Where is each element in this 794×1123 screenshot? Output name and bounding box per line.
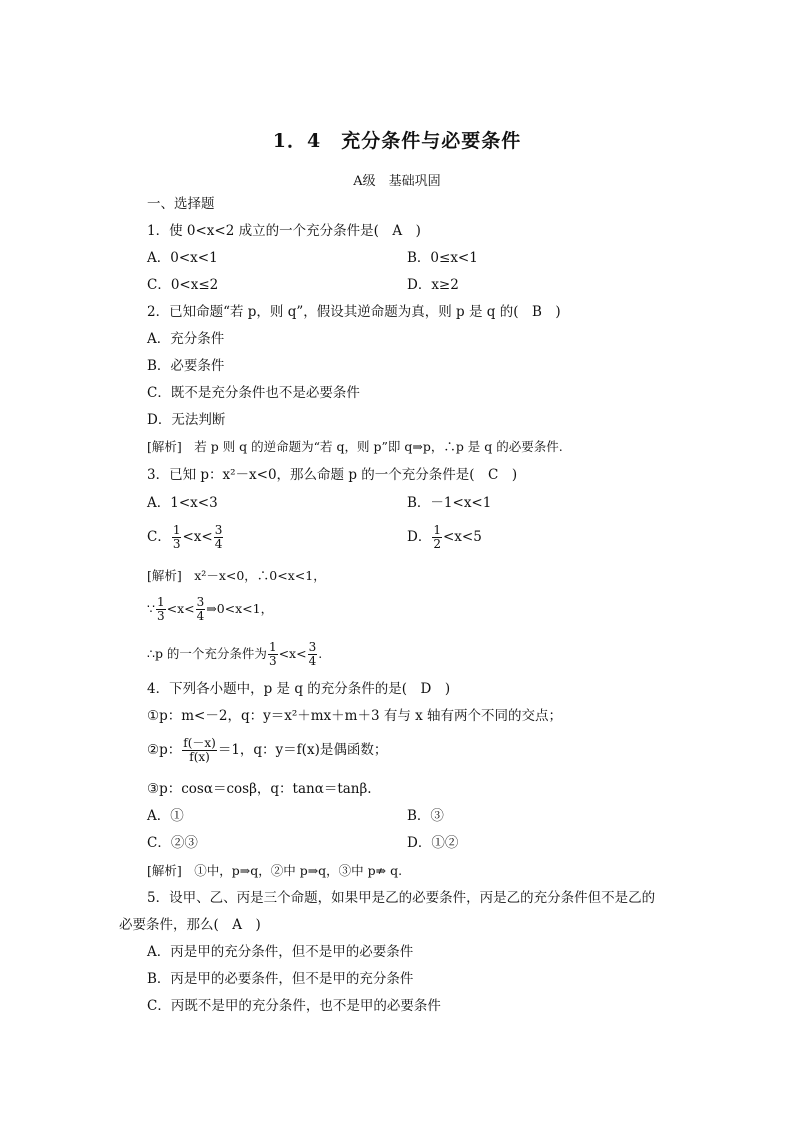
question-1-option-d: D．x≥2 — [407, 277, 459, 293]
question-4-condition-3: ③p：cosα＝cosβ，q：tanα＝tanβ. — [147, 781, 372, 797]
fraction-numerator: 3 — [308, 640, 317, 654]
fraction-denominator: 4 — [196, 609, 205, 623]
fraction-numerator: 3 — [214, 523, 223, 537]
fraction-denominator: 4 — [308, 654, 317, 668]
inequality-text: <x<5 — [442, 529, 482, 545]
fraction-denominator: f(x) — [189, 750, 210, 764]
question-2-option-c: C．既不是充分条件也不是必要条件 — [147, 385, 360, 401]
question-4-option-b: B．③ — [407, 808, 444, 824]
inequality-text: <x< — [278, 646, 307, 661]
question-2-analysis: [解析] 若 p 则 q 的逆命题为“若 q，则 p”即 q⇒p，∴p 是 q 的必要条件. — [147, 439, 563, 454]
question-3-stem: 3．已知 p：x²－x<0，那么命题 p 的一个充分条件是( C ) — [147, 467, 518, 483]
inequality-text: <x< — [182, 529, 213, 545]
fraction-denominator: 3 — [172, 537, 181, 551]
conclusion-text: ∴p 的一个充分条件为 — [147, 646, 267, 661]
section-heading: 一、选择题 — [147, 196, 215, 212]
fraction-numerator: 3 — [196, 595, 205, 609]
fraction — [268, 641, 278, 668]
fraction — [172, 524, 182, 551]
page-title: 1．4 充分条件与必要条件 — [272, 130, 522, 152]
fraction-denominator: 2 — [433, 537, 441, 551]
question-2-option-d: D．无法判断 — [147, 412, 226, 428]
fraction-numerator: 1 — [156, 595, 165, 609]
fraction — [196, 596, 206, 623]
question-4-option-d: D．①② — [407, 835, 459, 851]
question-5-stem-line-1: 5．设甲、乙、丙是三个命题，如果甲是乙的必要条件，丙是乙的充分条件但不是乙的 — [147, 890, 656, 906]
fraction — [214, 524, 224, 551]
fraction — [308, 641, 318, 668]
condition-2-prefix: ②p： — [147, 742, 182, 758]
question-4-option-a: A．① — [147, 808, 184, 824]
fraction-numerator: f(－x) — [183, 736, 216, 750]
fraction-denominator: 3 — [156, 609, 165, 623]
condition-2-rest: ＝1，q：y＝f(x)是偶函数； — [217, 742, 388, 758]
question-4-option-c: C．②③ — [147, 835, 198, 851]
question-2-stem: 2．已知命题“若 p，则 q”，假设其逆命题为真，则 p 是 q 的( B ) — [147, 304, 561, 320]
question-2-option-a: A．充分条件 — [147, 331, 225, 347]
option-d-prefix: D． — [407, 529, 432, 545]
question-5-stem-line-2: 必要条件，那么( A ) — [119, 917, 261, 933]
fraction-numerator: 1 — [268, 640, 277, 654]
question-3-option-c — [147, 524, 224, 551]
fraction-numerator: 1 — [172, 523, 181, 537]
level-heading: A级 基础巩固 — [353, 174, 441, 189]
question-2-option-b: B．必要条件 — [147, 358, 225, 374]
question-5-option-c: C．丙既不是甲的充分条件，也不是甲的必要条件 — [147, 998, 441, 1014]
period-text: . — [318, 646, 323, 661]
fraction — [182, 737, 217, 764]
question-1-option-c: C．0<x≤2 — [147, 277, 219, 293]
question-1-option-b: B．0≤x<1 — [407, 250, 478, 266]
inequality-text: <x< — [166, 601, 195, 616]
question-3-analysis-line-1: [解析] x²－x<0，∴0<x<1， — [147, 568, 326, 583]
implication-text: ⇒0<x<1， — [206, 601, 274, 616]
fraction-numerator: 1 — [433, 523, 441, 537]
fraction — [432, 524, 442, 551]
question-3-option-d — [407, 524, 482, 551]
fraction — [156, 596, 166, 623]
question-4-condition-2 — [147, 737, 387, 764]
question-3-option-b: B．－1<x<1 — [407, 495, 492, 511]
question-5-option-b: B．丙是甲的必要条件，但不是甲的充分条件 — [147, 971, 414, 987]
question-3-analysis-line-2 — [147, 596, 273, 623]
question-4-analysis: [解析] ①中，p⇒q，②中 p⇒q，③中 p⇏ q. — [147, 863, 403, 878]
fraction-denominator: 3 — [268, 654, 277, 668]
question-4-stem: 4．下列各小题中，p 是 q 的充分条件的是( D ) — [147, 681, 451, 697]
question-4-condition-1: ①p：m<－2，q：y＝x²＋mx＋m＋3 有与 x 轴有两个不同的交点； — [147, 708, 563, 724]
option-c-prefix: C． — [147, 529, 171, 545]
question-1-option-a: A．0<x<1 — [147, 250, 218, 266]
question-3-option-a: A．1<x<3 — [147, 495, 218, 511]
question-5-option-a: A．丙是甲的充分条件，但不是甲的必要条件 — [147, 944, 414, 960]
because-symbol: ∵ — [147, 601, 155, 616]
question-3-analysis-line-3 — [147, 641, 322, 668]
question-1-stem: 1．使 0<x<2 成立的一个充分条件是( A ) — [147, 223, 421, 239]
fraction-denominator: 4 — [214, 537, 223, 551]
